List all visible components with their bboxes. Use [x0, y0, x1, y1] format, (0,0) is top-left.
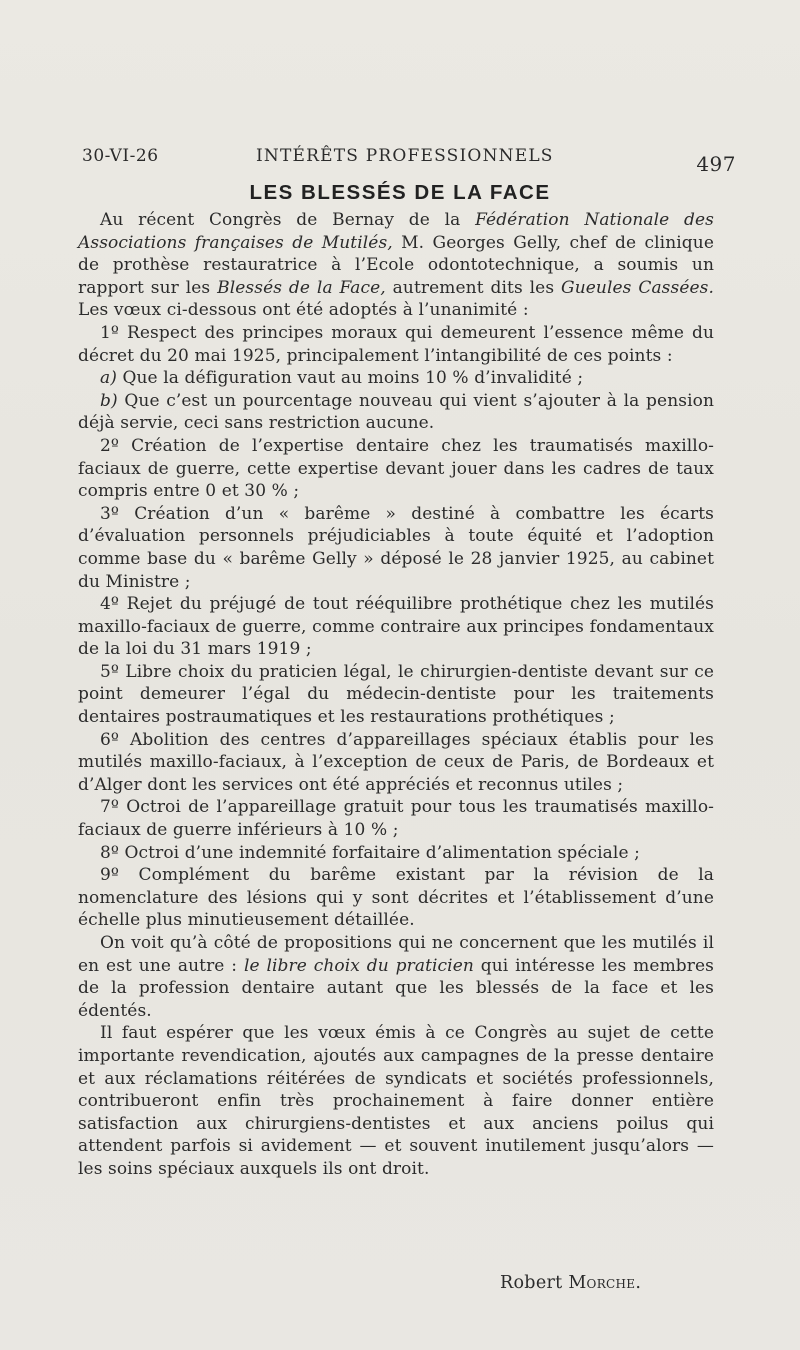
- wish-4: 4º Rejet du préjugé de tout rééquilibre prothétique chez les mutilés maxillo-faciaux de guerre, comme contraire aux principes fondamentaux de la loi du 31 mars 1919 ;: [78, 594, 714, 660]
- wish-7: 7º Octroi de l’appareillage gratuit pour tous les traumatisés maxillo-faciaux de guerre inférieurs à 10 % ;: [78, 797, 714, 841]
- issue-date: 30-VI-26: [82, 146, 159, 166]
- wish-9: 9º Complément du barême existant par la révision de la nomenclature des lésions qui y sont décrites et l’établissement d’une échelle plus minutieusement détaillée.: [78, 865, 714, 931]
- paragraph-3: Il faut espérer que les vœux émis à ce Congrès au sujet de cette importante revendication, ajoutés aux campagnes de la presse dentaire et aux réclamations réitérées de syndicats et sociétés professionnels, contribueront enfin très prochainement à faire donner entière satisfaction aux chirurgiens-dentistes et aux anciens poilus qui attendent parfois si avidement — et souvent inutilement jusqu’alors — les soins spéciaux auxquels ils ont droit.: [78, 1023, 714, 1179]
- running-header: [78, 146, 738, 174]
- article-title: LES BLESSÉS DE LA FACE: [249, 181, 551, 204]
- article-body: [78, 209, 714, 1181]
- wish-1b: b) Que c’est un pourcentage nouveau qui vient s’ajouter à la pension déjà servie, ceci sans restriction aucune.: [78, 390, 714, 434]
- page-number: 497: [696, 152, 736, 176]
- section-title: INTÉRÊTS PROFESSIONNELS: [256, 146, 554, 166]
- wish-3: 3º Création d’un « barême » destiné à combattre les écarts d’évaluation personnels préjudiciables à toute équité et l’adoption comme base du « barême Gelly » déposé le 28 janvier 1925, au cabinet du Ministre ;: [78, 503, 714, 592]
- author-signature: Robert Morche.: [500, 1273, 642, 1293]
- wish-5: 5º Libre choix du praticien légal, le chirurgien-dentiste devant sur ce point demeurer l’égal du médecin-dentiste pour les traitements dentaires postraumatiques et les restaurations prothétiques ;: [78, 661, 714, 728]
- wish-6: 6º Abolition des centres d’appareillages spéciaux établis pour les mutilés maxillo-faciaux, à l’exception de ceux de Paris, de Bordeaux et d’Alger dont les services ont été appréciés et reconnus utiles ;: [78, 729, 714, 795]
- paragraph-2: On voit qu’à côté de propositions qui ne concernent que les mutilés il en est une autre : le libre choix du praticien qui intéresse les membres de la profession dentaire autant que les blessés de la face et les édentés.: [78, 933, 714, 1021]
- intro-paragraph: Au récent Congrès de Bernay de la Fédération Nationale des Associations françaises de Mutilés, M. Georges Gelly, chef de clinique de prothèse restauratrice à l’Ecole odontotechnique, a soumis un rapport sur les Blessés de la Face, autrement dits les Gueules Cassées. Les vœux ci-dessous ont été adoptés à l’unanimité :: [78, 210, 714, 321]
- wish-8: 8º Octroi d’une indemnité forfaitaire d’alimentation spéciale ;: [100, 842, 640, 863]
- wish-1: 1º Respect des principes moraux qui demeurent l’essence même du décret du 20 mai 1925, principalement l’intangibilité de ces points :: [78, 322, 714, 366]
- wish-2: 2º Création de l’expertise dentaire chez les traumatisés maxillo-faciaux de guerre, cette expertise devant jouer dans les cadres de taux compris entre 0 et 30 % ;: [78, 435, 714, 502]
- wish-1a: a) Que la défiguration vaut au moins 10 % d’invalidité ;: [100, 368, 584, 389]
